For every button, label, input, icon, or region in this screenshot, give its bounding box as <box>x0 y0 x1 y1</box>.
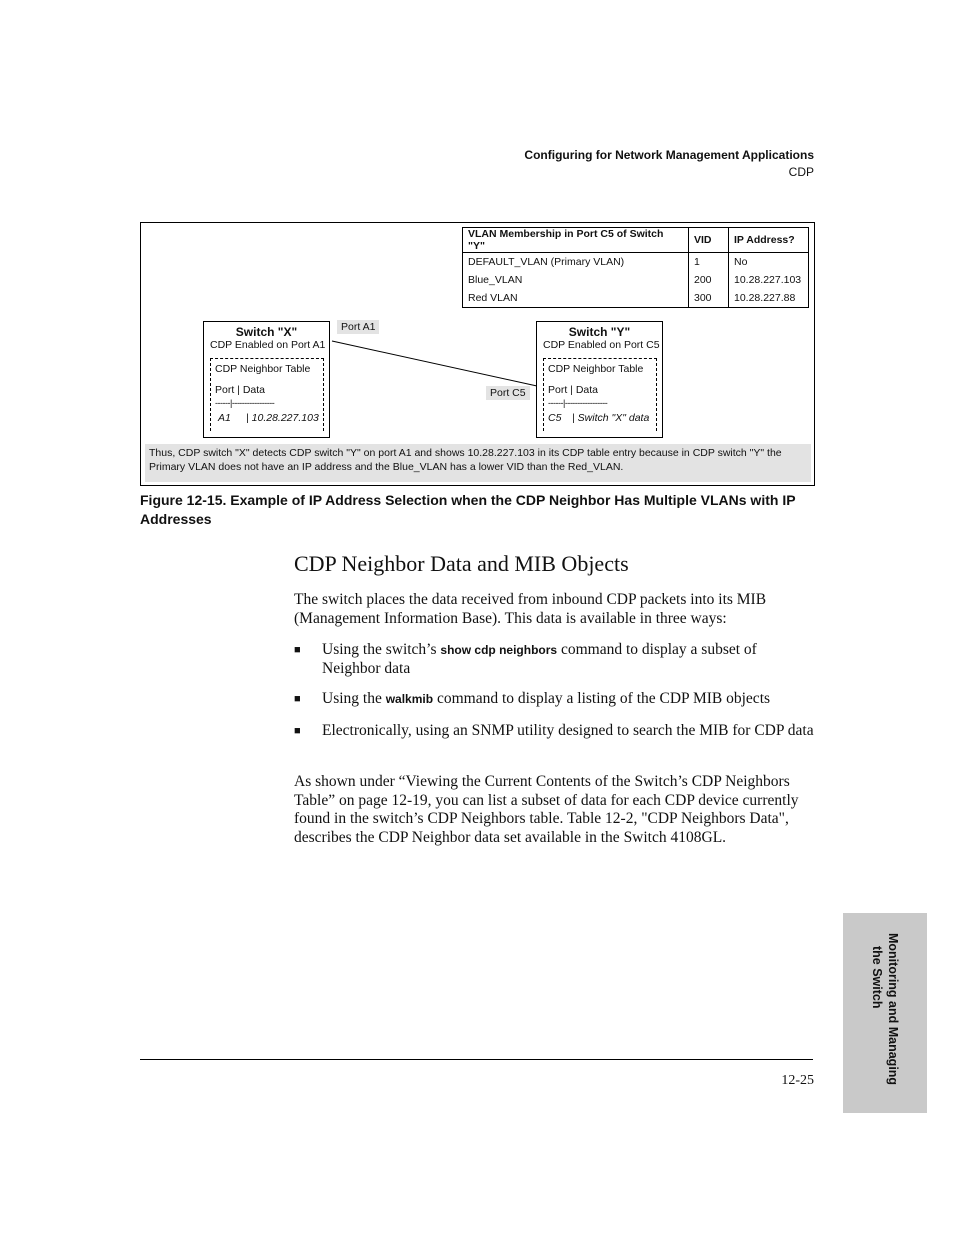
bullet-text: command to display a subset of Neighbor data <box>322 641 757 677</box>
vlan-cell: Blue_VLAN <box>463 271 689 289</box>
ip-cell: 10.28.227.88 <box>729 289 809 308</box>
bullet-text: Using the <box>322 690 386 707</box>
bullet-icon: ■ <box>294 693 301 705</box>
bullet-icon: ■ <box>294 725 301 737</box>
port-a1-label: Port A1 <box>337 320 379 334</box>
bullet-text: Using the switch’s <box>322 641 441 658</box>
switch-x-subtitle: CDP Enabled on Port A1 <box>210 339 326 351</box>
command-text: show cdp neighbors <box>440 643 558 657</box>
ip-cell: 10.28.227.103 <box>729 271 809 289</box>
footer-rule <box>140 1059 813 1060</box>
neighbor-row-data: | Switch "X" data <box>572 412 650 424</box>
switch-x-box <box>203 321 330 438</box>
neighbor-table-title: CDP Neighbor Table <box>215 363 311 375</box>
figure-box <box>140 222 815 486</box>
command-text: walkmib <box>385 692 434 706</box>
figure-explanation: Thus, CDP switch "X" detects CDP switch "Y" on port A1 and shows 10.28.227.103 in its CDP table entry because in CDP switch "Y" the Primary VLAN does not have an IP address and the Blue_VLAN has a lower VID than the Red_VLAN. <box>145 444 811 482</box>
switch-x-neighbor-table <box>210 358 324 431</box>
neighbor-table-divider: ------|----------------- <box>548 398 608 408</box>
ip-cell: No <box>729 253 809 272</box>
neighbor-table-col-header: Port | Data <box>215 384 265 396</box>
vlan-table-header-vid: VID <box>689 228 729 253</box>
chapter-side-tab <box>843 913 927 1113</box>
running-header-section: Configuring for Network Management Applications <box>524 148 814 162</box>
port-c5-label: Port C5 <box>486 386 530 400</box>
section-title: CDP Neighbor Data and MIB Objects <box>294 551 629 576</box>
vlan-table-header-membership: VLAN Membership in Port C5 of Switch "Y" <box>463 228 689 253</box>
switch-x-title: Switch "X" <box>235 325 298 339</box>
switch-y-box <box>536 321 663 438</box>
vlan-table-header-ip: IP Address? <box>729 228 809 253</box>
running-header-subsection: CDP <box>788 165 814 179</box>
vid-cell: 1 <box>689 253 729 272</box>
vlan-cell: Red VLAN <box>463 289 689 308</box>
vid-cell: 300 <box>689 289 729 308</box>
vid-cell: 200 <box>689 271 729 289</box>
side-tab-line-2: the Switch <box>870 946 884 1009</box>
switch-y-title: Switch "Y" <box>568 325 631 339</box>
neighbor-table-col-header: Port | Data <box>548 384 598 396</box>
intro-paragraph: The switch places the data received from inbound CDP packets into its MIB (Management Information Base). This data is available in three ways: <box>294 591 767 627</box>
bullet-icon: ■ <box>294 644 301 656</box>
page-number: 12-25 <box>781 1073 814 1088</box>
neighbor-table-title: CDP Neighbor Table <box>548 363 644 375</box>
figure-caption: Figure 12-15. Example of IP Address Selection when the CDP Neighbor Has Multiple VLANs with IP Addresses <box>140 492 796 527</box>
neighbor-row-data: | 10.28.227.103 <box>246 412 319 424</box>
neighbor-table-divider: ------|----------------- <box>215 398 275 408</box>
closing-paragraph: As shown under “Viewing the Current Contents of the Switch’s CDP Neighbors Table” on page 12-19, you can list a subset of data for each CDP device currently found in the switch’s CDP Neighbors table. Table 12-2, "CDP Neighbors Data", describes the CDP Neighbor data set available in the Switch 4108GL. <box>294 773 799 846</box>
neighbor-row-port: C5 <box>548 412 562 424</box>
switch-y-subtitle: CDP Enabled on Port C5 <box>543 339 660 351</box>
bullet-text: command to display a listing of the CDP MIB objects <box>433 690 771 707</box>
vlan-cell: DEFAULT_VLAN (Primary VLAN) <box>463 253 689 272</box>
switch-y-neighbor-table <box>543 358 657 431</box>
side-tab-line-1: Monitoring and Managing <box>886 933 900 1086</box>
bullet-text: Electronically, using an SNMP utility designed to search the MIB for CDP data <box>322 722 814 739</box>
neighbor-row-port: A1 <box>218 412 231 424</box>
